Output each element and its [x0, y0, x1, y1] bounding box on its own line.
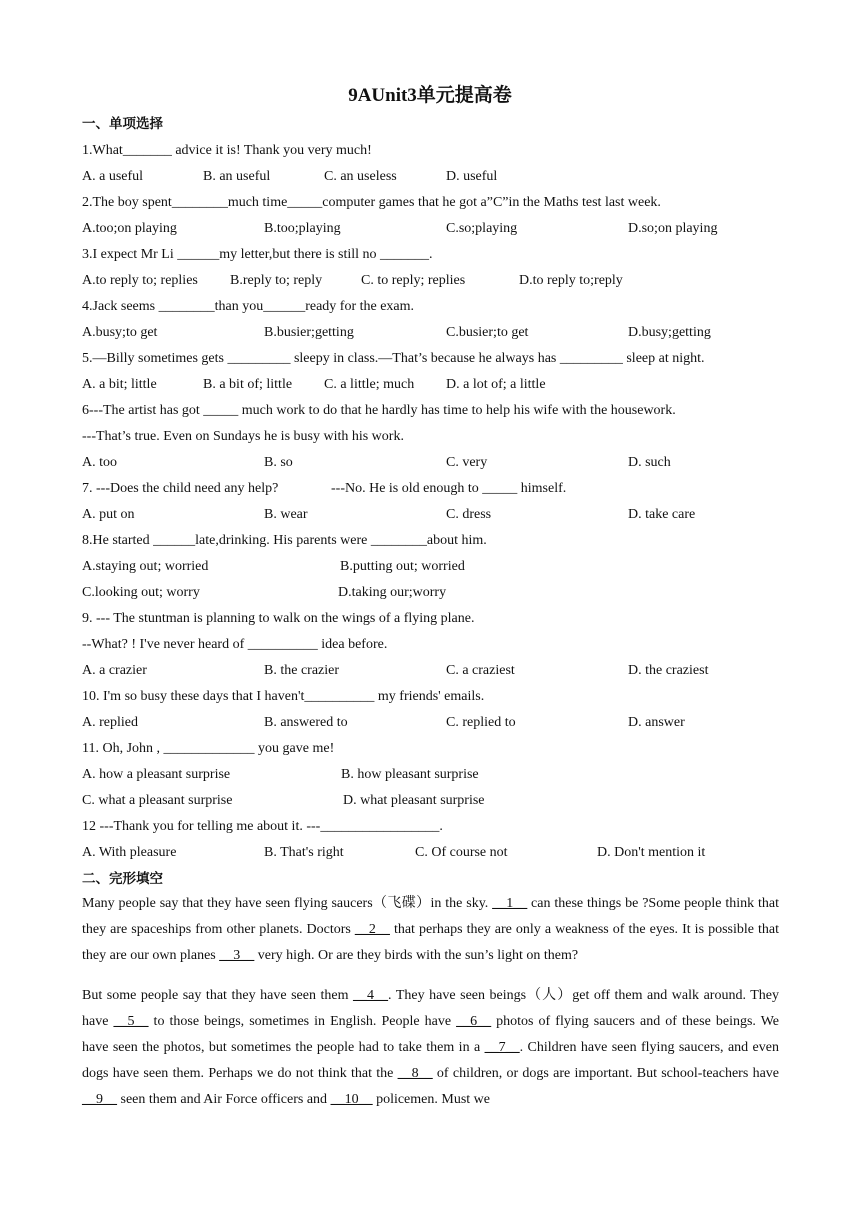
option-d: D. answer [628, 715, 685, 730]
option-c: C.so;playing [446, 221, 518, 236]
cloze-text: can these things be ?Some people think that they are spaceships from other planets. Doctors [82, 896, 779, 937]
cloze-blank-9: __9__ [82, 1092, 117, 1107]
option-c: C. very [446, 455, 488, 470]
cloze-text: . Children have seen flying saucers, and even dogs have seen them. Perhaps we do not think that the [82, 1040, 779, 1081]
cloze-blank-1: __1__ [492, 896, 528, 911]
option-b: B.busier;getting [264, 325, 354, 340]
option-a: A.staying out; worried [82, 559, 209, 574]
option-d: D. such [628, 455, 671, 470]
option-b: B. how pleasant surprise [341, 767, 479, 782]
cloze-text: Many people say that they have seen flying saucers（飞碟）in the sky. [82, 896, 493, 911]
option-c: C.looking out; worry [82, 585, 200, 600]
option-a: A.busy;to get [82, 325, 158, 340]
cloze-text: . They have seen beings（人）get off them and walk around. They have [82, 988, 779, 1029]
option-a: A. a crazier [82, 663, 147, 678]
option-c: C. to reply; replies [361, 273, 466, 288]
option-c: C. a little; much [324, 377, 415, 392]
question-6-stem: 6---The artist has got _____ much work to do that he hardly has time to help his wife with the housework. [82, 403, 676, 418]
cloze-blank-10: __10__ [330, 1092, 373, 1107]
option-a: A.to reply to; replies [82, 273, 198, 288]
cloze-paragraph-1 [82, 891, 779, 969]
page-title: 9AUnit3单元提高卷 [348, 85, 512, 106]
option-d: D. what pleasant surprise [343, 793, 485, 808]
option-c: C. an useless [324, 169, 397, 184]
option-a: A. a bit; little [82, 377, 157, 392]
question-1-stem: 1.What_______ advice it is! Thank you very much! [82, 143, 372, 158]
option-d: D. a lot of; a little [446, 377, 546, 392]
cloze-text: photos of flying saucers and of these beings. We have seen the photos, but sometimes the people had to take them in a [82, 1014, 780, 1055]
option-b: B. answered to [264, 715, 348, 730]
option-a: A.too;on playing [82, 221, 177, 236]
option-c: C. dress [446, 507, 492, 522]
cloze-blank-2: __2__ [354, 922, 390, 937]
question-6-stem-reply: ---That’s true. Even on Sundays he is busy with his work. [82, 429, 404, 444]
question-9-stem: 9. --- The stuntman is planning to walk on the wings of a flying plane. [82, 611, 475, 626]
cloze-blank-7: __7__ [484, 1040, 520, 1055]
option-a: A. replied [82, 715, 138, 730]
option-d: D.so;on playing [628, 221, 718, 236]
cloze-text: that perhaps they are only a weakness of the eyes. It is possible that they are our own planes [82, 922, 780, 963]
option-a: A. put on [82, 507, 135, 522]
cloze-blank-5: __5__ [113, 1014, 149, 1029]
option-a: A. too [82, 455, 117, 470]
option-d: D. take care [628, 507, 696, 522]
option-d: D.taking our;worry [338, 585, 447, 600]
cloze-blank-8: __8__ [397, 1066, 433, 1081]
option-b: B. the crazier [264, 663, 340, 678]
question-9-stem-reply: --What? ! I've never heard of __________ idea before. [82, 637, 388, 652]
option-b: B. That's right [264, 845, 344, 860]
question-12-stem: 12 ---Thank you for telling me about it. ---_________________. [82, 819, 443, 834]
option-c: C. a craziest [446, 663, 515, 678]
cloze-text: seen them and Air Force officers and [117, 1092, 331, 1107]
option-c: C. what a pleasant surprise [82, 793, 233, 808]
question-10-stem: 10. I'm so busy these days that I haven't__________ my friends' emails. [82, 689, 485, 704]
option-d: D. Don't mention it [597, 845, 706, 860]
option-d: D.to reply to;reply [519, 273, 623, 288]
cloze-text: to those beings, sometimes in English. People have [148, 1014, 457, 1029]
question-5-stem: 5.—Billy sometimes gets _________ sleepy in class.—That’s because he always has _________ sleep at night. [82, 351, 705, 366]
cloze-blank-6: __6__ [456, 1014, 492, 1029]
cloze-paragraph-2 [82, 983, 779, 1113]
option-d: D.busy;getting [628, 325, 711, 340]
option-c: C.busier;to get [446, 325, 529, 340]
option-a: A. With pleasure [82, 845, 177, 860]
option-a: A. how a pleasant surprise [82, 767, 231, 782]
question-11-stem: 11. Oh, John , _____________ you gave me! [82, 741, 335, 756]
option-d: D. the craziest [628, 663, 709, 678]
section-heading-single-choice: 一、单项选择 [82, 116, 163, 132]
option-b: B.too;playing [264, 221, 341, 236]
question-2-stem: 2.The boy spent________much time_____computer games that he got a”C”in the Maths test last week. [82, 195, 661, 210]
option-b: B. so [264, 455, 293, 470]
question-8-stem: 8.He started ______late,drinking. His parents were ________about him. [82, 533, 487, 548]
option-b: B. an useful [203, 169, 271, 184]
cloze-text: of children, or dogs are important. But school-teachers have [432, 1066, 779, 1081]
question-4-stem: 4.Jack seems ________than you______ready for the exam. [82, 299, 415, 314]
option-a: A. a useful [82, 169, 144, 184]
option-b: B. wear [264, 507, 308, 522]
cloze-blank-3: __3__ [219, 948, 255, 963]
cloze-text: very high. Or are they birds with the sun’s light on them? [254, 948, 579, 963]
option-d: D. useful [446, 169, 498, 184]
option-b: B. a bit of; little [203, 377, 293, 392]
cloze-blank-4: __4__ [353, 988, 389, 1003]
question-7-stem: 7. ---Does the child need any help? [82, 481, 279, 496]
question-3-stem: 3.I expect Mr Li ______my letter,but there is still no _______. [82, 247, 433, 262]
option-c: C. replied to [446, 715, 516, 730]
section-heading-cloze: 二、完形填空 [82, 871, 163, 887]
cloze-text: policemen. Must we [372, 1092, 490, 1107]
cloze-text: But some people say that they have seen them [82, 988, 354, 1003]
option-c: C. Of course not [415, 845, 508, 860]
option-b: B.reply to; reply [230, 273, 323, 288]
question-7-reply: ---No. He is old enough to _____ himself. [331, 481, 567, 496]
option-b: B.putting out; worried [340, 559, 465, 574]
